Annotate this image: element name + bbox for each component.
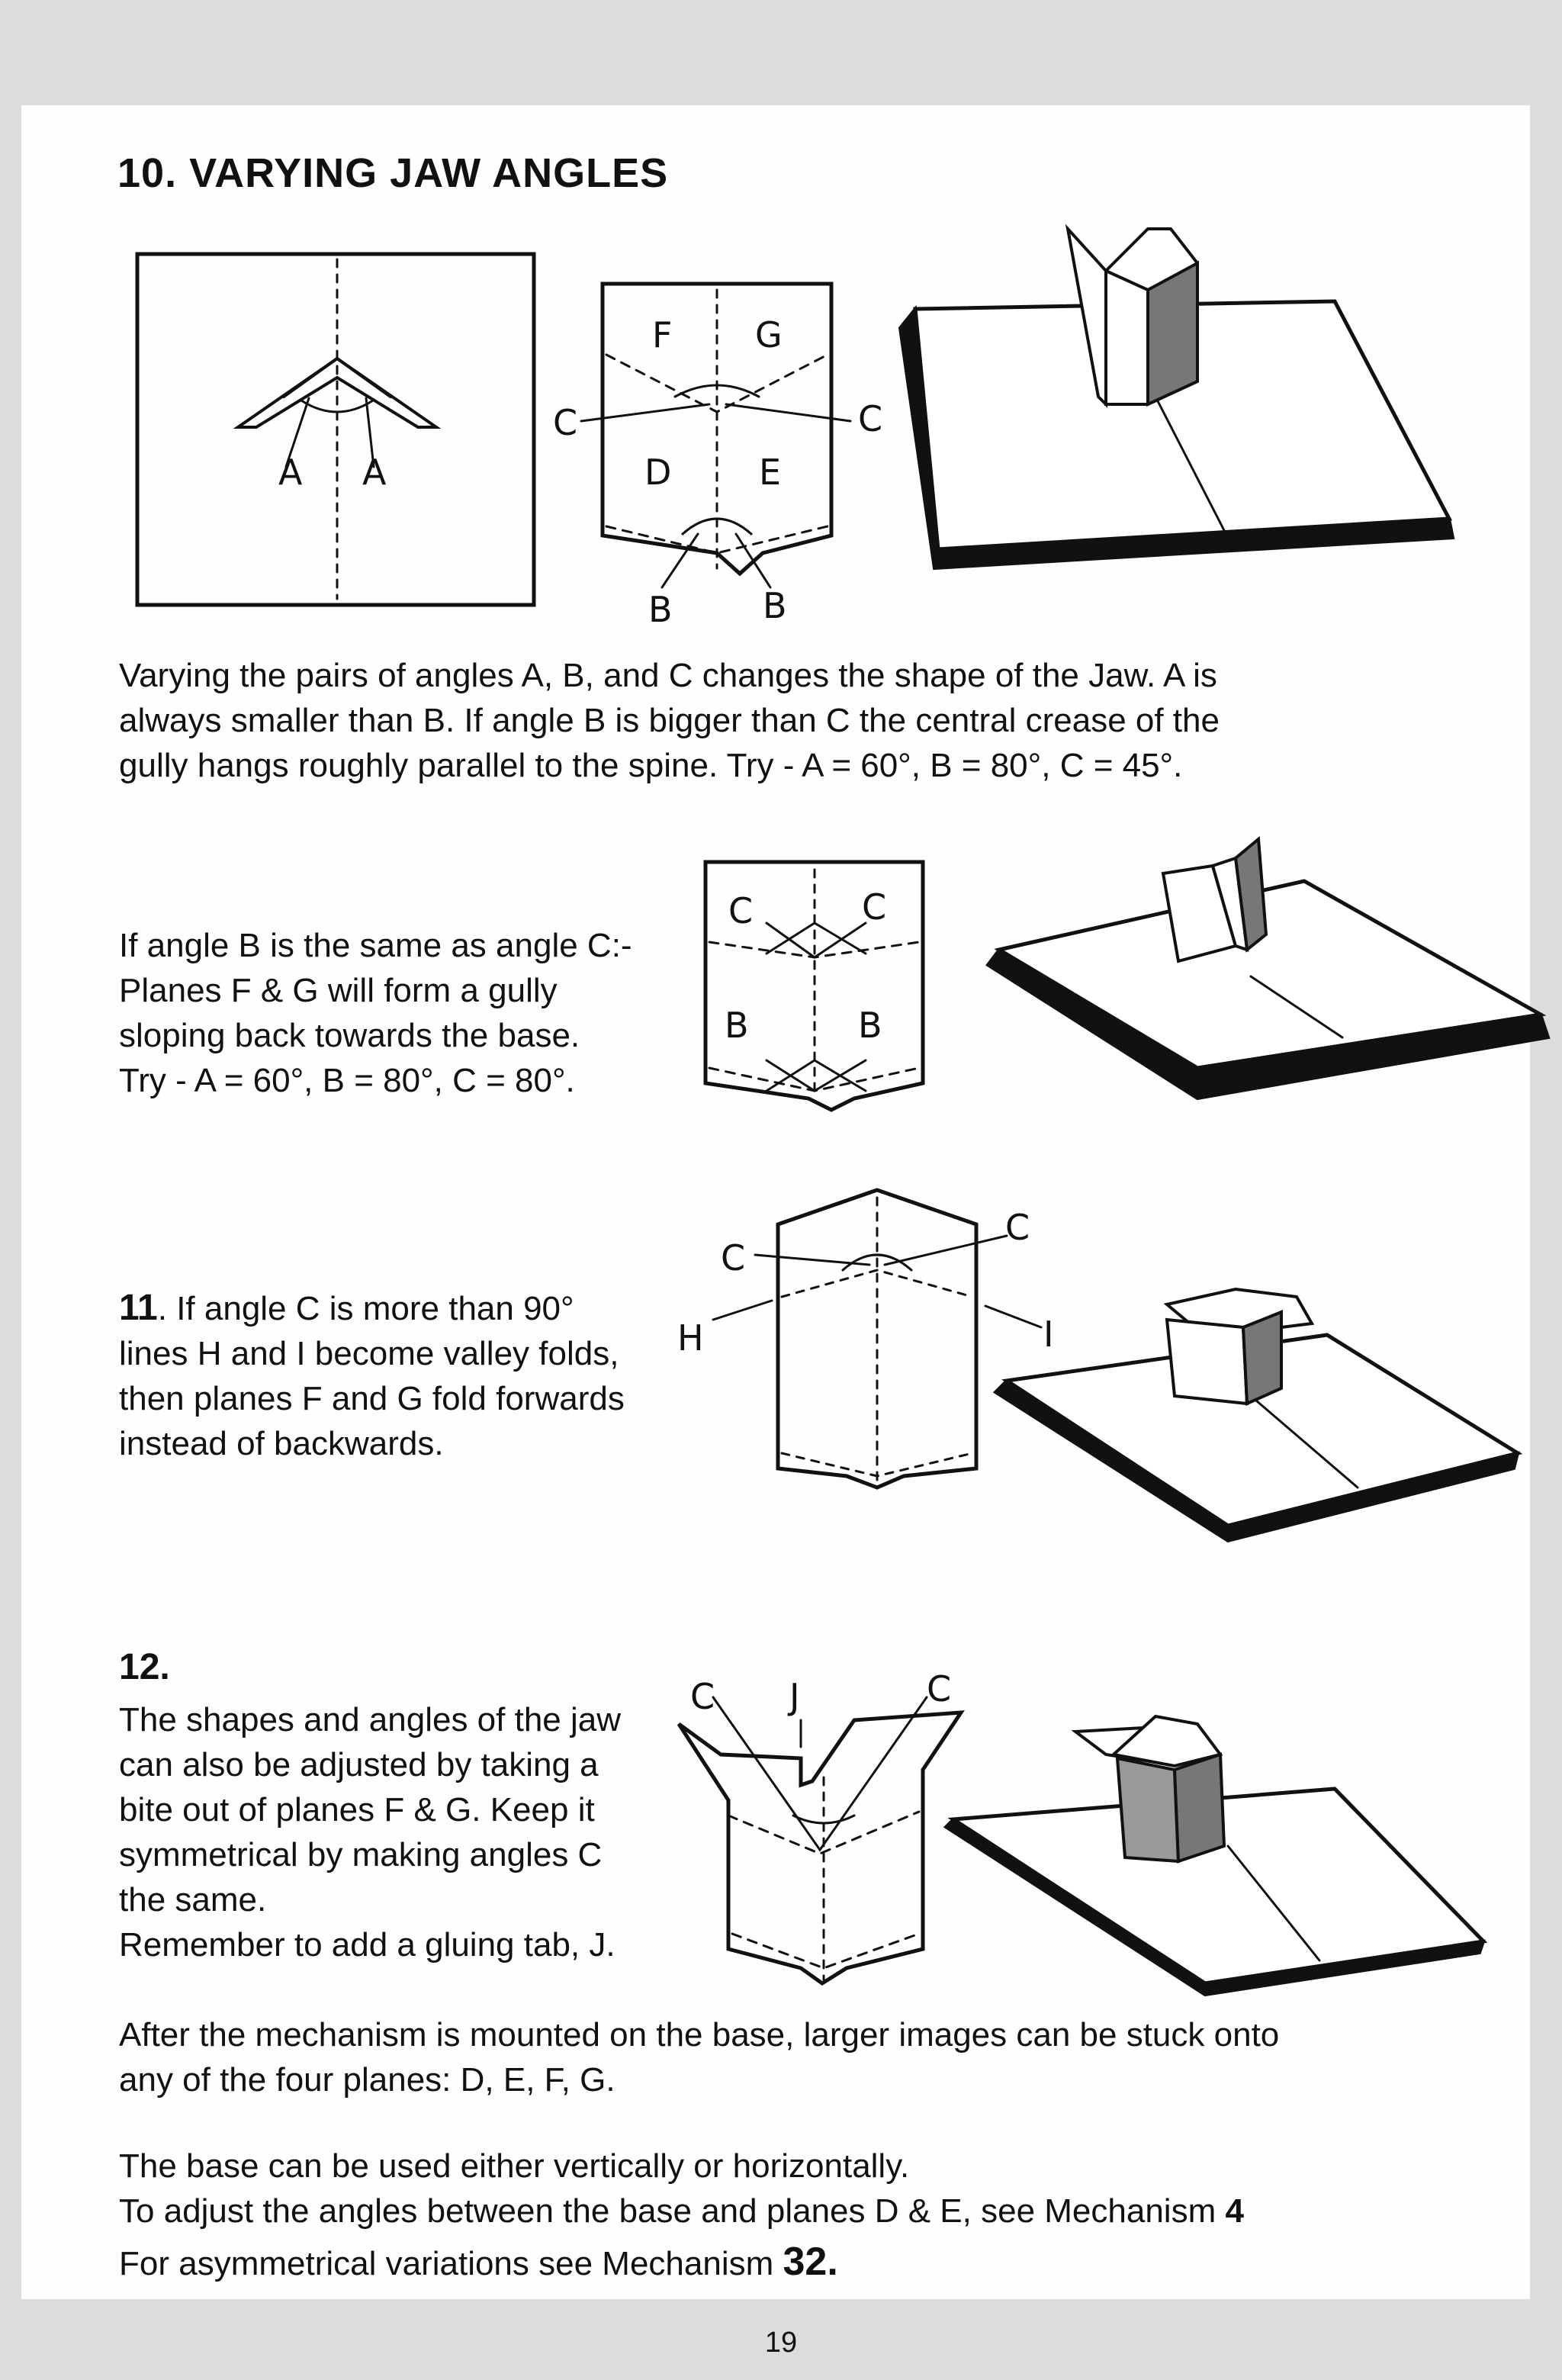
fig-11-popup (995, 1289, 1518, 1541)
fig-popup-card (900, 229, 1453, 568)
variant-label-b-left: B (725, 1005, 749, 1046)
page-number: 19 (764, 2327, 798, 2359)
mechanism-4-ref: 4 (1225, 2192, 1244, 2230)
label-d: D (644, 452, 672, 493)
variant-label-c-right: C (862, 886, 887, 928)
label-g: G (755, 314, 783, 355)
section12-text: The shapes and angles of the jaw can also be adjusted by taking a bite out of planes F & G. Keep it symmetrical by making angles C the same. Remember to add a gluing tab, J. (119, 1701, 622, 1963)
label-a-right: A (362, 452, 387, 493)
closing-line-3 (119, 2240, 1507, 2286)
section11-text (119, 1285, 699, 1466)
fig-12-popup (946, 1716, 1483, 1995)
fig-jaw-net (581, 284, 850, 587)
label-b-left: B (648, 589, 673, 630)
s11-label-i: I (1043, 1314, 1054, 1355)
label-e: E (759, 452, 782, 493)
label-a-left: A (278, 452, 303, 493)
label-c-right: C (858, 398, 883, 439)
s12-label-c-left: C (690, 1676, 715, 1717)
section12-number: 12. (119, 1647, 170, 1687)
s11-label-h: H (677, 1317, 704, 1359)
variant-label-c-left: C (728, 890, 754, 931)
section-title: 10. VARYING JAW ANGLES (117, 150, 669, 196)
section11-number: 11 (119, 1288, 158, 1328)
s12-label-j: J (789, 1676, 800, 1717)
closing-line-2 (119, 2189, 1507, 2234)
s11-label-c-right: C (1005, 1207, 1030, 1248)
label-b-right: B (763, 585, 787, 626)
fig-11-net (713, 1190, 1041, 1488)
after-paragraph: After the mechanism is mounted on the base, larger images can be stuck onto any of the four planes: D, E, F, G. (119, 2016, 1280, 2099)
variant-label-b-right: B (858, 1005, 882, 1046)
closing-line-1: The base can be used either vertically or horizontally. (119, 2147, 910, 2185)
s12-label-c-right: C (927, 1668, 952, 1709)
s11-label-c-left: C (721, 1237, 746, 1278)
fig-flat-card (137, 254, 534, 605)
section10-paragraph: Varying the pairs of angles A, B, and C changes the shape of the Jaw. A is always smaller than B. If angle B is bigger than C the central crease of the gully hangs roughly parallel to the spine. Try - A = 60°, B = 80°, C = 45°. (119, 657, 1220, 784)
section11-body: . If angle C is more than 90° lines H and I become valley folds, then planes F and G fold forwards instead of backwards. (119, 1290, 625, 1462)
closing-line-3-text: For asymmetrical variations see Mechanism (119, 2245, 783, 2282)
fig-variant-popup (988, 839, 1548, 1098)
variant-paragraph: If angle B is the same as angle C:- Planes F & G will form a gully sloping back towards the base. Try - A = 60°, B = 80°, C = 80°. (119, 927, 632, 1099)
closing-line-2-text: To adjust the angles between the base and planes D & E, see Mechanism (119, 2192, 1226, 2230)
fig-12-net (679, 1697, 961, 1983)
mechanism-32-ref: 32. (783, 2240, 838, 2284)
label-f: F (652, 314, 673, 355)
label-c-left: C (553, 402, 578, 443)
